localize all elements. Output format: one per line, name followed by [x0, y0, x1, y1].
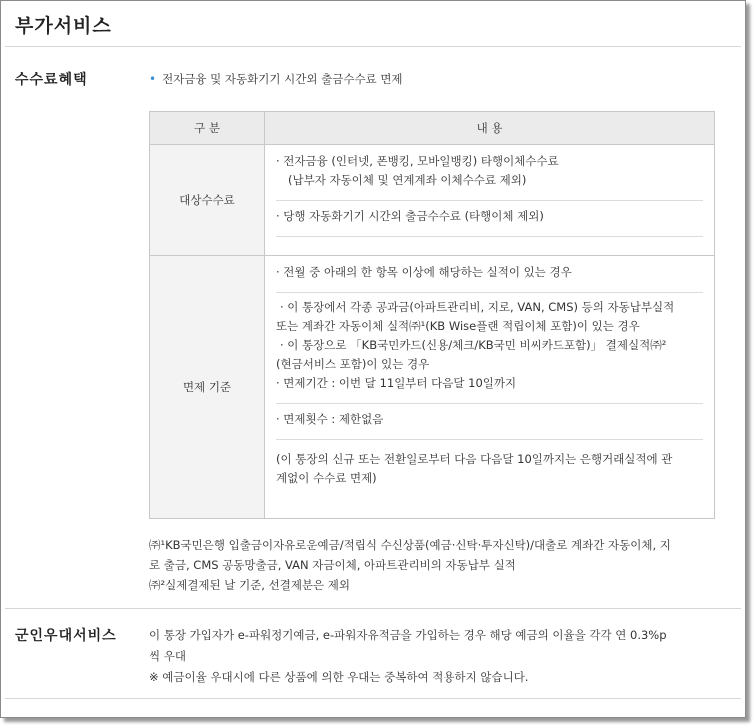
item-text: · 면제기간 : 이번 달 11일부터 다음달 10일까지	[276, 376, 517, 390]
item-text: 계없이 수수료 면제)	[276, 471, 377, 485]
table-row	[150, 145, 715, 256]
footnote-1-cont: 로 출금, CMS 공동망출금, VAN 자금이체, 아파트관리비의 자동납부 실적	[149, 558, 516, 572]
footnote-2: ㈜²실제결제된 날 기준, 선결제분은 제외	[149, 578, 351, 592]
table-header-row	[150, 112, 715, 145]
item-text: · 면제횟수 : 제한없음	[276, 412, 384, 426]
title-divider	[5, 46, 741, 47]
bottom-divider	[5, 698, 741, 699]
fee-benefit-bullet	[149, 71, 403, 87]
list-item	[266, 201, 713, 226]
item-divider	[276, 236, 703, 237]
table-row	[150, 256, 715, 519]
table-header-content: 내 용	[265, 112, 715, 145]
military-notice: ※ 예금이율 우대시에 다른 상품에 의한 우대는 중복하여 적용하지 않습니다.	[149, 670, 529, 684]
fee-table	[149, 111, 715, 519]
table-header-category: 구 분	[150, 112, 265, 145]
section-divider	[5, 608, 741, 609]
fee-benefit-bullet-text: 전자금융 및 자동화기기 시간외 출금수수료 면제	[162, 72, 403, 86]
list-item	[266, 440, 713, 496]
item-text: (현금서비스 포함)이 있는 경우	[276, 357, 430, 371]
row-category-target-fee: 대상수수료	[150, 145, 265, 256]
item-text: · 당행 자동화기기 시간외 출금수수료 (타행이체 제외)	[276, 209, 544, 223]
list-item	[266, 293, 713, 393]
item-text: (이 통장의 신규 또는 전환일로부터 다음 다음달 10일까지는 은행거래실적에 관	[276, 452, 673, 466]
row-category-exemption: 면제 기준	[150, 256, 265, 519]
bullet-dot-icon: •	[149, 72, 157, 86]
item-text: · 전자금융 (인터넷, 폰뱅킹, 모바일뱅킹) 타행이체수수료	[276, 154, 559, 168]
item-text: 또는 계좌간 자동이체 실적㈜¹(KB Wise플랜 적립이체 포함)이 있는 경우	[276, 319, 640, 333]
row-content-exemption	[265, 256, 715, 519]
military-text: 씩 우대	[149, 649, 186, 663]
military-section-title: 군인우대서비스	[15, 628, 117, 644]
item-text: · 이 통장에서 각종 공과금(아파트관리비, 지로, VAN, CMS) 등의 자동납부실적	[280, 300, 675, 314]
fee-benefit-section-title: 수수료혜택	[15, 72, 88, 88]
item-text: · 전월 중 아래의 한 항목 이상에 해당하는 실적이 있는 경우	[276, 265, 572, 279]
list-item	[266, 257, 713, 282]
footnotes	[149, 535, 729, 595]
list-item	[266, 146, 713, 190]
item-text: (납부자 자동이체 및 연계계좌 이체수수료 제외)	[288, 173, 527, 187]
page-title: 부가서비스	[15, 15, 112, 37]
military-text: 이 통장 가입자가 e-파워정기예금, e-파워자유적금을 가입하는 경우 해당 예금의 이율을 각각 연 0.3%p	[149, 628, 667, 642]
list-item	[266, 404, 713, 429]
military-description	[149, 625, 719, 688]
footnote-1: ㈜¹KB국민은행 입출금이자유로운예금/적립식 수신상품(예금·신탁·투자신탁)/대출로 계좌간 자동이체, 지	[149, 538, 671, 552]
row-content-target-fee	[265, 145, 715, 256]
item-text: · 이 통장으로 「KB국민카드(신용/체크/KB국민 비씨카드포함)」 결제실적㈜²	[280, 338, 667, 352]
